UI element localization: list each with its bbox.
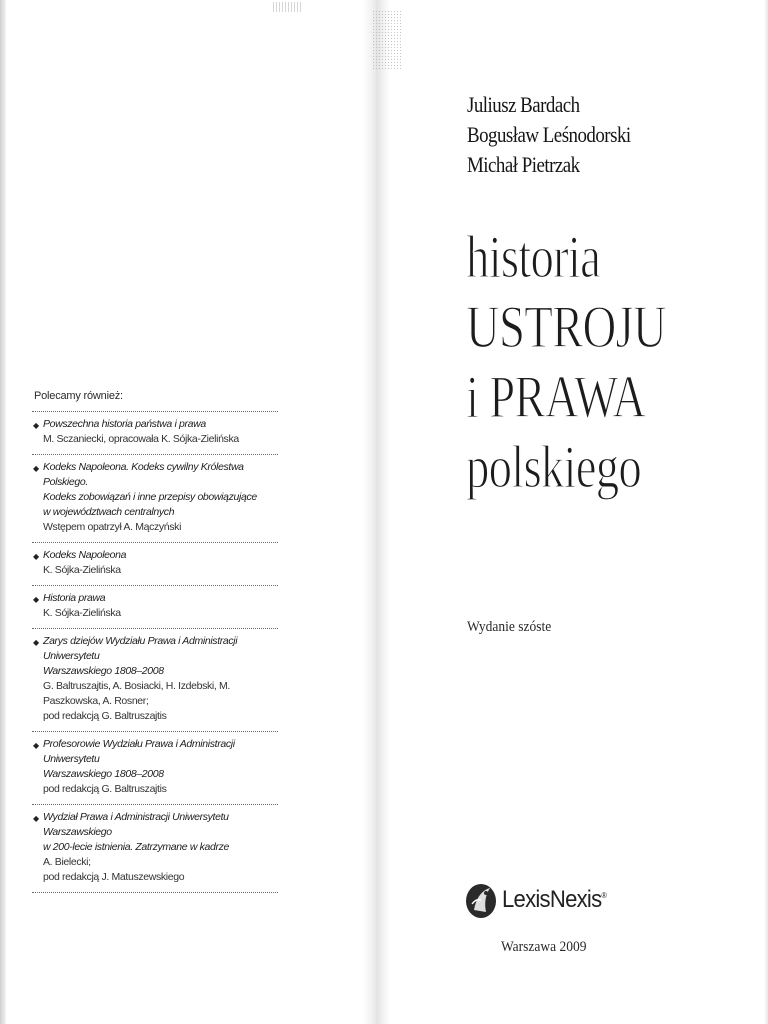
recommendation-title: Kodeks Napoleona. Kodeks cywilny Królestwa Polskiego. Kodeks zobowiązań i inne przepisy obowiązujące w województwach centralnych	[43, 461, 257, 518]
recommendations-heading: Polecamy również:	[34, 390, 123, 402]
scan-left-edge	[0, 0, 6, 1024]
publisher-name	[502, 886, 606, 914]
recommendation-title: Zarys dziejów Wydziału Prawa i Administracji Uniwersytetu Warszawskiego 1808–2008	[43, 635, 238, 677]
book-spine	[362, 0, 390, 1024]
author-name: Bogusław Leśnodorski	[467, 122, 631, 147]
registered-mark: ®	[601, 891, 607, 900]
diamond-bullet-icon: ◆	[33, 552, 40, 561]
title-line	[466, 292, 669, 362]
diamond-bullet-icon: ◆	[33, 595, 40, 604]
edition-label: Wydanie szóste	[467, 619, 552, 635]
recommendation-item	[32, 731, 278, 804]
publisher-name-text: LexisNexis	[502, 886, 602, 913]
recommendations-list	[32, 411, 278, 893]
recommendation-title: Powszechna historia państwa i prawa	[43, 418, 206, 430]
recommendation-title: Wydział Prawa i Administracji Uniwersytetu Warszawskiego w 200-lecie istnienia. Zatrzymane w kadrze	[43, 811, 230, 853]
title-line-text: USTROJU	[466, 294, 666, 360]
place-and-year: Warszawa 2009	[501, 939, 587, 955]
title-line	[466, 222, 669, 292]
recommendation-authors: M. Sczaniecki, opracowała K. Sójka-Zielińska	[43, 433, 239, 445]
recommendation-item	[32, 804, 278, 893]
title-line-text: historia	[466, 224, 601, 290]
recommendation-title: Profesorowie Wydziału Prawa i Administracji Uniwersytetu Warszawskiego 1808–2008	[43, 738, 235, 780]
author-name: Michał Pietrzak	[467, 152, 580, 177]
scan-noise-spine	[372, 10, 402, 70]
recommendation-item	[32, 585, 278, 628]
diamond-bullet-icon: ◆	[33, 464, 40, 473]
diamond-bullet-icon: ◆	[33, 741, 40, 750]
recommendation-item	[32, 411, 278, 454]
diamond-bullet-icon: ◆	[33, 638, 40, 647]
diamond-bullet-icon: ◆	[33, 814, 40, 823]
recommendation-authors: pod redakcją G. Baltruszajtis	[43, 783, 167, 795]
recommendation-title: Historia prawa	[43, 592, 106, 604]
recommendation-authors: K. Sójka-Zielińska	[43, 564, 121, 576]
publisher-logo	[464, 880, 615, 920]
lexisnexis-emblem-icon	[464, 880, 498, 920]
author-name: Juliusz Bardach	[467, 92, 580, 117]
recommendation-authors: K. Sójka-Zielińska	[43, 607, 121, 619]
recommendation-authors: A. Bielecki; pod redakcją J. Matuszewskiego	[43, 856, 185, 883]
recommendation-authors: Wstępem opatrzył A. Mączyński	[43, 521, 182, 533]
title-line-text: polskiego	[466, 434, 641, 500]
recommendation-title: Kodeks Napoleona	[43, 549, 127, 561]
scan-noise-top	[272, 2, 302, 12]
scan-right-edge	[764, 0, 768, 1024]
title-line	[466, 362, 669, 432]
book-title	[466, 222, 726, 502]
recommendation-item	[32, 628, 278, 731]
diamond-bullet-icon: ◆	[33, 421, 40, 430]
recommendation-authors: G. Baltruszajtis, A. Bosiacki, H. Izdebski, M. Paszkowska, A. Rosner; pod redakcją G. Baltruszajtis	[43, 680, 230, 722]
title-line	[466, 432, 669, 502]
recommendation-item	[32, 542, 278, 585]
book-authors	[467, 90, 657, 180]
recommendation-item	[32, 454, 278, 542]
title-line-text: i PRAWA	[466, 364, 646, 430]
recommendations-page	[32, 390, 278, 893]
